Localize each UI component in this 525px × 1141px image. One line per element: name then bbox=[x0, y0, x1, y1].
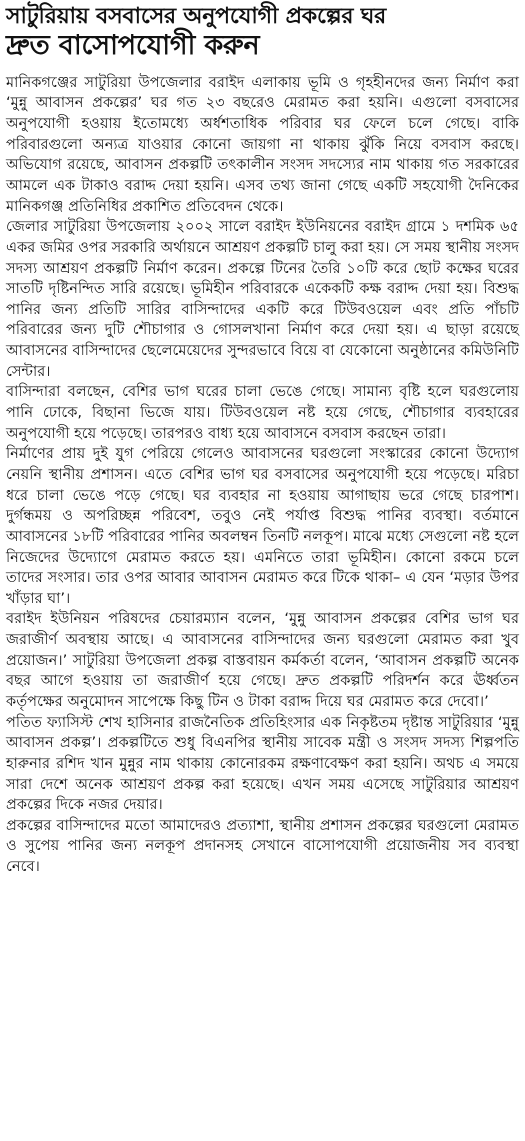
paragraph: বরাইদ ইউনিয়ন পরিষদের চেয়ারম্যান বলেন, ‘মুন্নু আবাসন প্রকল্পের বেশির ভাগ ঘর জরাজীর্ণ অবস্থায় আছে। এ আবাসনের বাসিন্দাদের জন্য ঘরগুলো মেরামত করা খুব প্রয়োজন।’ সাটুরিয়া উপজেলা প্রকল্প বাস্তবায়ন কর্মকর্তা বলেন, ‘আবাসন প্রকল্পটি অনেক বছর আগে হওয়ায় তা জরাজীর্ণ হয়ে গেছে। দ্রুত প্রকল্পটি পরিদর্শন করে ঊর্ধ্বতন কর্তৃপক্ষের অনুমোদন সাপেক্ষে কিছু টিন ও টাকা বরাদ্দ দিয়ে ঘর মেরামত করে দেবো।’ bbox=[6, 610, 519, 710]
paragraph: নির্মাণের প্রায় দুই যুগ পেরিয়ে গেলেও আবাসনের ঘরগুলো সংস্কারের কোনো উদ্যোগ নেয়নি স্থানীয় প্রশাসন। এতে বেশির ভাগ ঘর বসবাসের অনুপযোগী হয়ে পড়েছে। মরিচা ধরে চালা ভেঙে পড়ে গেছে। ঘর ব্যবহার না হওয়ায় আগাছায় ভরে গেছে চারপাশ। দুর্গন্ধময় ও অপরিচ্ছন্ন পরিবেশ, তবুও নেই পর্যাপ্ত বিশুদ্ধ পানির ব্যবস্থা। বর্তমানে আবাসনের ১৮টি পরিবারের পানির অবলম্বন তিনটি নলকূপ। মাঝে মধ্যে সেগুলো নষ্ট হলে নিজেদের উদ্যোগে মেরামত করতে হয়। এমনিতে তারা ভূমিহীন। কোনো রকমে চলে তাদের সংসার। তার ওপর আবার আবাসন মেরামত করে টিকে থাকা– এ যেন ‘মড়ার উপর খাঁড়ার ঘা’। bbox=[6, 445, 519, 607]
headline bbox=[6, 4, 519, 63]
paragraph: মানিকগঞ্জের সাটুরিয়া উপজেলার বরাইদ এলাকায় ভূমি ও গৃহহীনদের জন্য নির্মাণ করা ‘মুন্নু আবাসন প্রকল্পের’ ঘর গত ২৩ বছরেও মেরামত করা হয়নি। এগুলো বসবাসের অনুপযোগী হওয়ায় ইতোমধ্যে অর্ধশতাধিক পরিবার ঘর ফেলে চলে গেছে। বাকি পরিবারগুলো অন্যত্র যাওয়ার কোনো জায়গা না থাকায় ঝুঁকি নিয়ে বসবাস করছে। অভিযোগ রয়েছে, আবাসন প্রকল্পটি তৎকালীন সংসদ সদস্যের নাম থাকায় গত সরকারের আমলে এক টাকাও বরাদ্দ দেয়া হয়নি। এসব তথ্য জানা গেছে একটি সহযোগী দৈনিকের মানিকগঞ্জ প্রতিনিধির প্রকাশিত প্রতিবেদন থেকে। bbox=[6, 73, 519, 215]
paragraph: জেলার সাটুরিয়া উপজেলায় ২০০২ সালে বরাইদ ইউনিয়নের বরাইদ গ্রামে ১ দশমিক ৬৫ একর জমির ওপর সরকারি অর্থায়নে আশ্রয়ণ প্রকল্পটি চালু করা হয়। সে সময় স্থানীয় সংসদ সদস্য আশ্রয়ণ প্রকল্পটি নির্মাণ করেন। প্রকল্পে টিনের তৈরি ১০টি করে ছোট কক্ষের ঘরের সাতটি দৃষ্টিনন্দিত সারি রয়েছে। ভূমিহীন পরিবারকে একেকটি কক্ষ বরাদ্দ দেয়া হয়। বিশুদ্ধ পানির জন্য প্রতিটি সারির বাসিন্দাদের একটি করে টিউবওয়েল এবং প্রতি পাঁচটি পরিবারের জন্য দুটি শৌচাগার ও গোসলখানা নির্মাণ করে দেয়া হয়। এ ছাড়া রয়েছে আবাসনের বাসিন্দাদের ছেলেমেয়েদের সুন্দরভাবে বিয়ে বা যেকোনো অনুষ্ঠানের কমিউনিটি সেন্টার। bbox=[6, 218, 519, 380]
paragraph: প্রকল্পের বাসিন্দাদের মতো আমাদেরও প্রত্যাশা, স্থানীয় প্রশাসন প্রকল্পের ঘরগুলো মেরামত ও সুপেয় পানির জন্য নলকূপ প্রদানসহ সেখানে বাসোপযোগী প্রয়োজনীয় সব ব্যবস্থা নেবে। bbox=[6, 816, 519, 876]
article-body bbox=[6, 73, 519, 878]
headline-line-1: সাটুরিয়ায় বসবাসের অনুপযোগী প্রকল্পের ঘর bbox=[6, 4, 386, 29]
paragraph: পতিত ফ্যাসিস্ট শেখ হাসিনার রাজনৈতিক প্রতিহিংসার এক নিকৃষ্টতম দৃষ্টান্ত সাটুরিয়ার ‘মুন্নু আবাসন প্রকল্প’। প্রকল্পটিতে শুধু বিএনপির স্থানীয় সাবেক মন্ত্রী ও সংসদ সদস্য শিল্পপতি হারুনার রশিদ খান মুন্নুর নাম থাকায় কোনোরকম রক্ষণাবেক্ষণ করা হয়নি। অথচ এ সময়ে সারা দেশে অনেক আশ্রয়ণ প্রকল্প করা হয়েছে। এখন সময় এসেছে সাটুরিয়ার আশ্রয়ণ প্রকল্পের দিকে নজর দেয়ার। bbox=[6, 713, 519, 814]
paragraph: বাসিন্দারা বলছেন, বেশির ভাগ ঘরের চালা ভেঙে গেছে। সামান্য বৃষ্টি হলে ঘরগুলোয় পানি ঢোকে, বিছানা ভিজে যায়। টিউবওয়েল নষ্ট হয়ে গেছে, শৌচাগার ব্যবহারের অনুপযোগী হয়ে পড়েছে। তারপরও বাধ্য হয়ে আবাসনে বসবাস করছেন তারা। bbox=[6, 383, 519, 442]
headline-line-2: দ্রুত বাসোপযোগী করুন bbox=[6, 30, 260, 62]
